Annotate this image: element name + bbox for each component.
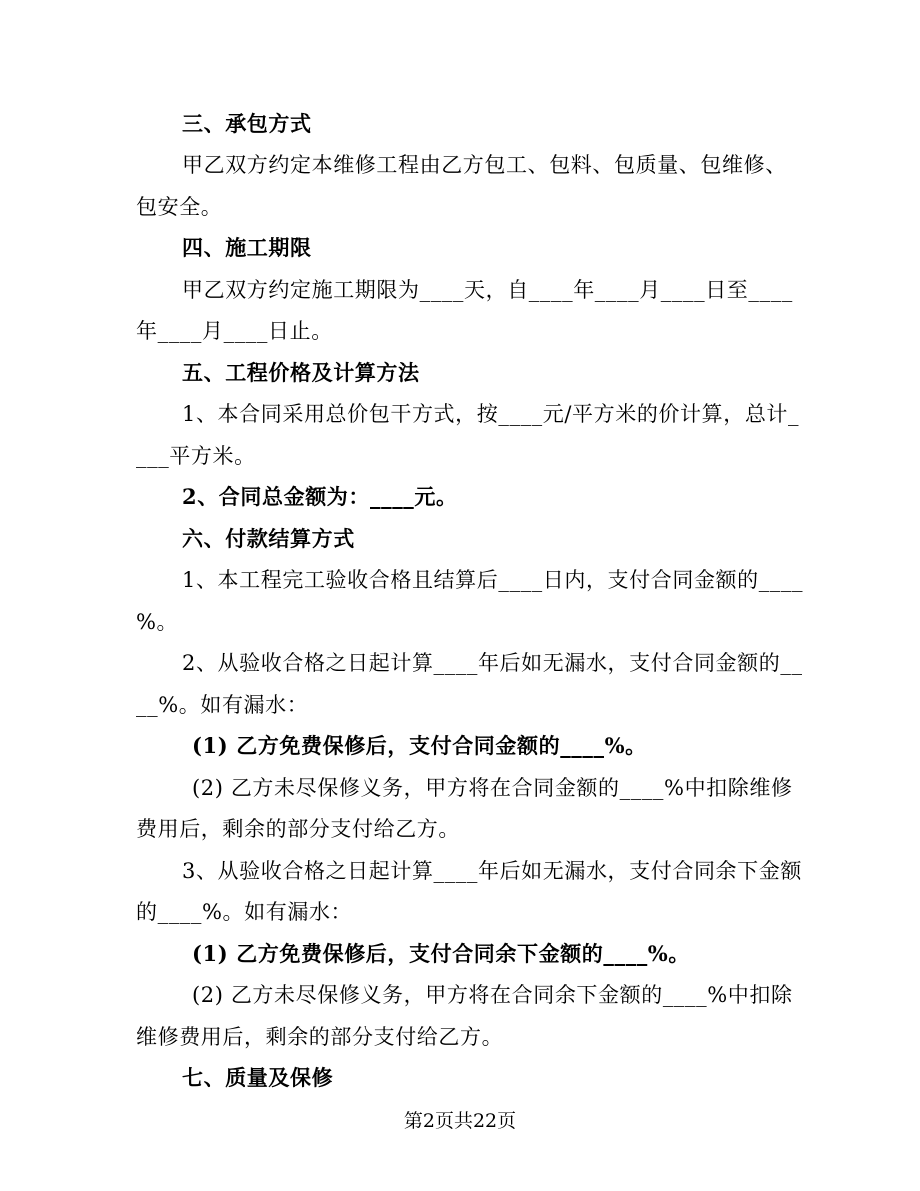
paragraph-line: 费用后，剩余的部分支付给乙方。 [136, 817, 460, 841]
paragraph-line: 包安全。 [136, 195, 223, 219]
paragraph-line: (1) 乙方免费保修后，支付合同余下金额的____%。 [192, 941, 690, 966]
paragraph-line: 1、本工程完工验收合格且结算后____日内，支付合同金额的____ [182, 568, 804, 592]
paragraph-line: 1、本合同采用总价包干方式，按____元/平方米的价计算，总计_ [182, 402, 800, 426]
paragraph-line: (1) 乙方免费保修后，支付合同金额的____%。 [192, 733, 647, 758]
section-heading-6: 六、付款结算方式 [182, 526, 355, 551]
section-heading-5: 五、工程价格及计算方法 [182, 360, 420, 385]
page-number-footer: 第2页共22页 [403, 1110, 517, 1132]
section-heading-7: 七、质量及保修 [182, 1065, 334, 1090]
paragraph-line: 3、从验收合格之日起计算____年后如无漏水，支付合同余下金额 [182, 859, 802, 883]
paragraph-line: (2) 乙方未尽保修义务，甲方将在合同金额的____%中扣除维修 [192, 776, 793, 800]
section-heading-4: 四、施工期限 [182, 235, 312, 260]
paragraph-line: 2、合同总金额为：____元。 [182, 484, 458, 509]
paragraph-line: 2、从验收合格之日起计算____年后如无漏水，支付合同金额的__ [182, 651, 803, 675]
paragraph-line: %。 [136, 610, 179, 634]
section-heading-3: 三、承包方式 [182, 111, 312, 136]
paragraph-line: __%。如有漏水： [136, 693, 309, 717]
paragraph-line: 甲乙双方约定本维修工程由乙方包工、包料、包质量、包维修、 [182, 153, 787, 177]
paragraph-line: 维修费用后，剩余的部分支付给乙方。 [136, 1025, 504, 1049]
paragraph-line: (2) 乙方未尽保修义务，甲方将在合同余下金额的____%中扣除 [192, 983, 793, 1007]
paragraph-line: 甲乙双方约定施工期限为____天，自____年____月____日至____ [182, 278, 793, 302]
paragraph-line: 年____月____日止。 [136, 319, 333, 343]
paragraph-line: ___平方米。 [136, 444, 256, 468]
paragraph-line: 的____%。如有漏水： [136, 900, 353, 924]
